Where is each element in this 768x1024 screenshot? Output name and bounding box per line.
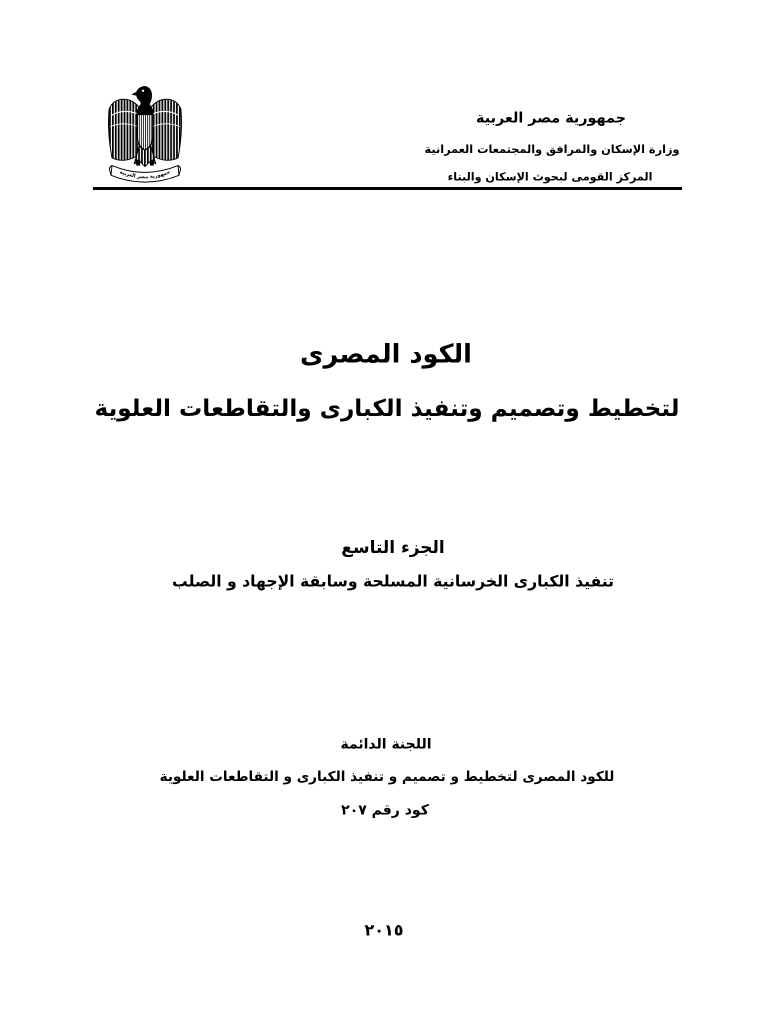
eagle-wing-right — [151, 99, 182, 160]
publication-year: ٢٠١٥ — [364, 920, 404, 940]
header-ministry: وزارة الإسكان والمرافق والمجتمعات العمرانية — [424, 143, 680, 157]
emblem-scroll-text: جمهورية مصر العربية — [118, 169, 172, 181]
committee-description: للكود المصرى لتخطيط و تصميم و تنفيذ الكبارى و التقاطعات العلوية — [159, 768, 615, 785]
document-title: الكود المصرى — [300, 339, 472, 370]
committee-name: اللجنة الدائمة — [340, 736, 432, 753]
header-country: جمهورية مصر العربية — [476, 110, 626, 127]
header-research-center: المركز القومى لبحوث الإسكان والبناء — [447, 170, 653, 184]
header-rule — [93, 187, 682, 190]
eagle-emblem — [106, 84, 184, 185]
document-subtitle: لتخطيط وتصميم وتنفيذ الكبارى والتقاطعات العلوية — [94, 396, 680, 423]
part-subject: تنفيذ الكبارى الخرسانية المسلحة وسابقة الإجهاد و الصلب — [172, 571, 614, 591]
eagle-wing-left — [109, 99, 140, 160]
part-number: الجزء التاسع — [341, 537, 445, 558]
eagle-shield — [137, 111, 153, 150]
code-number: كود رقم ٢٠٧ — [341, 802, 429, 819]
emblem-scroll — [109, 166, 180, 183]
